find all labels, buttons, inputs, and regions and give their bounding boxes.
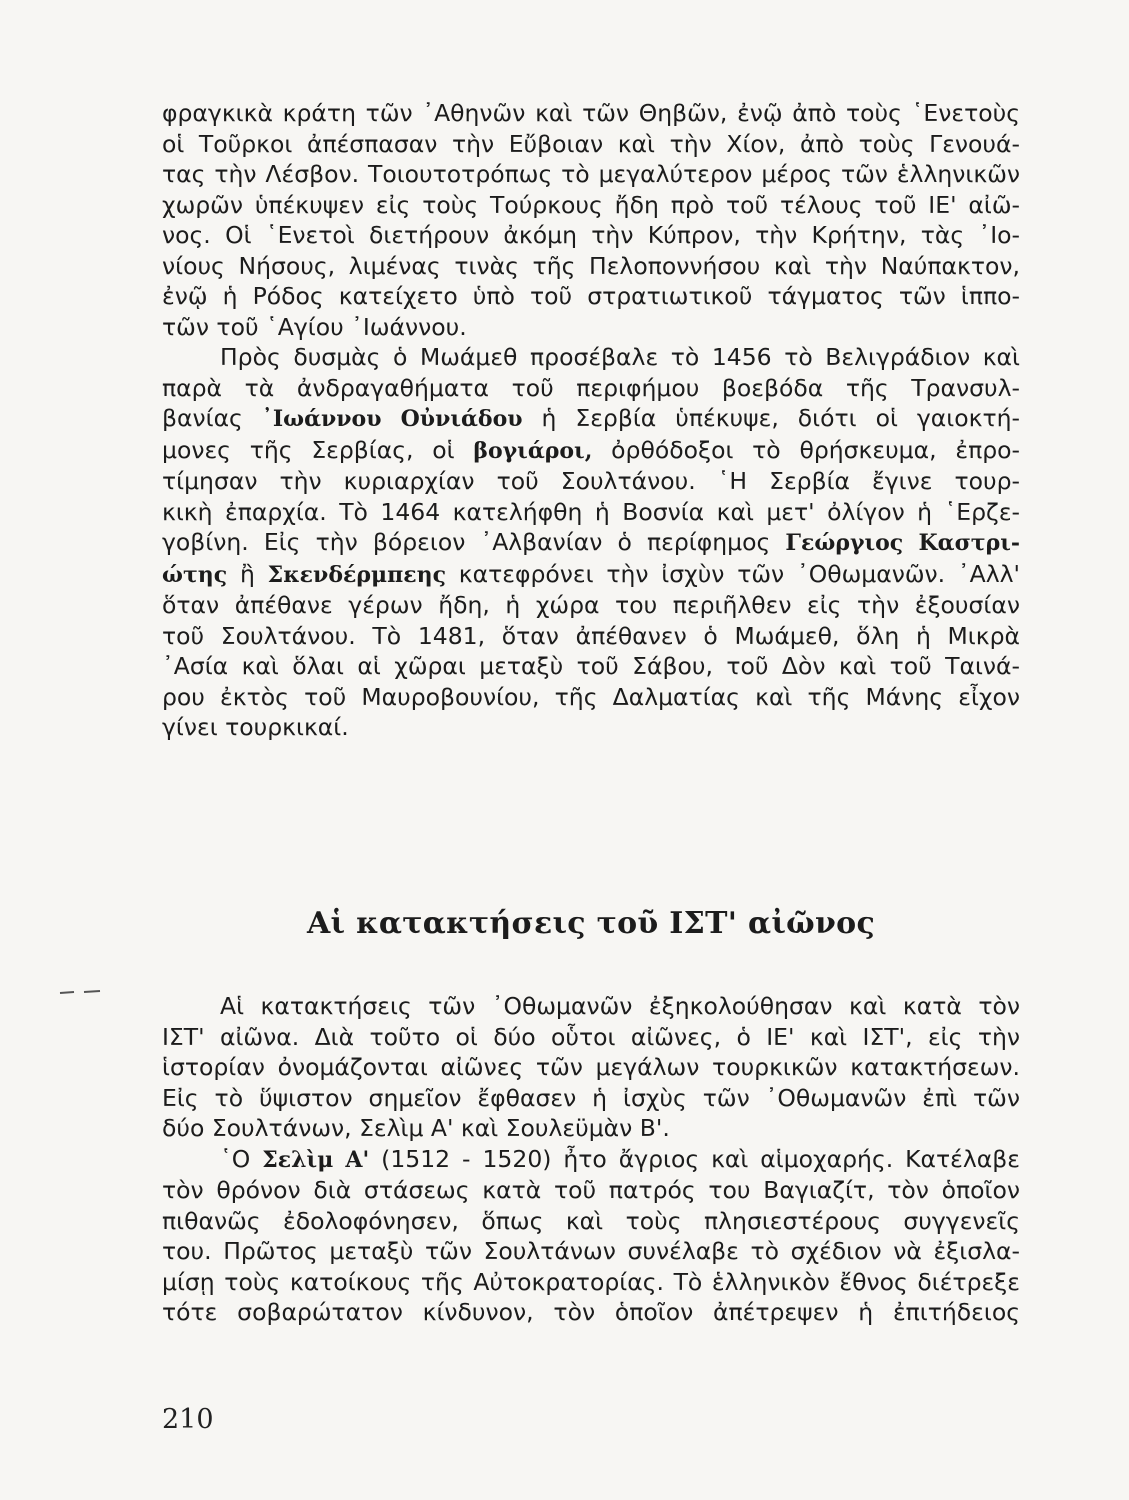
page-number: 210 <box>162 1404 214 1435</box>
text-line: ᾿Ασία καὶ ὅλαι αἱ χῶραι μεταξὺ τοῦ Σάβου, τοῦ Δὸν καὶ τοῦ Ταινά- <box>162 652 1020 680</box>
paragraph-4 <box>162 1144 1020 1328</box>
text-line: νος. Οἱ ῾Ενετοὶ διετήρουν ἀκόμη τὴν Κύπρον, τὴν Κρήτην, τὰς ᾿Ιο- <box>162 221 1020 249</box>
text-line: Πρὸς δυσμὰς ὁ Μωάμεθ προσέβαλε τὸ 1456 τὸ Βελιγράδιον καὶ <box>220 343 1020 371</box>
text-line: νίους Νήσους, λιμένας τινὰς τῆς Πελοποννήσου καὶ τὴν Ναύπακτον, <box>162 251 1020 280</box>
text-line: φραγκικὰ κράτη τῶν ᾿Αθηνῶν καὶ τῶν Θηβῶν, ἐνῷ ἀπὸ τοὺς ῾Ενετοὺς <box>162 99 1020 127</box>
text-line: οἱ Τοῦρκοι ἀπέσπασαν τὴν Εὔβοιαν καὶ τὴν Χίον, ἀπὸ τοὺς Γενουά- <box>162 129 1020 158</box>
text-line: τας τὴν Λέσβον. Τοιουτοτρόπως τὸ μεγαλύτερον μέρος τῶν ἑλληνικῶν <box>162 160 1020 188</box>
text-line <box>162 435 1020 467</box>
bold-name: Σελὶμ Α' <box>262 1146 370 1173</box>
text-line: μίσῃ τοὺς κατοίκους τῆς Αὐτοκρατορίας. Τὸ ἑλληνικὸν ἔθνος διέτρεξε <box>162 1267 1020 1296</box>
text-line <box>162 559 1020 591</box>
text-line: ὅταν ἀπέθανε γέρων ἤδη, ἡ χώρα του περιῆλθεν εἰς τὴν ἐξουσίαν <box>162 591 1020 619</box>
text-fragment: (1512 - 1520) ἦτο ἄγριος καὶ αἱμοχαρής. Κατέλαβε <box>381 1144 1020 1173</box>
text-line <box>162 403 1020 435</box>
text-fragment: κατεφρόνει τὴν ἰσχὺν τῶν ᾿Οθωμανῶν. ᾿Αλλ' <box>458 559 1020 588</box>
text-line: ἐνῷ ἡ Ρόδος κατείχετο ὑπὸ τοῦ στρατιωτικοῦ τάγματος τῶν ἱππο- <box>162 282 1020 310</box>
text-fragment: γοβίνη. Εἰς τὴν βόρειον ᾿Αλβανίαν ὁ περίφημος <box>162 528 771 556</box>
bold-term: βογιάροι, <box>473 437 593 464</box>
text-fragment: μονες τῆς Σερβίας, οἱ <box>162 435 455 464</box>
margin-dash-mark <box>58 984 102 1000</box>
text-line: τὸν θρόνον διὰ στάσεως κατὰ τοῦ πατρός του Βαγιαζίτ, τὸν ὁποῖον <box>162 1176 1020 1204</box>
text-line: Αἱ κατακτήσεις τῶν ᾿Οθωμανῶν ἐξηκολούθησαν καὶ κατὰ τὸν <box>220 992 1020 1020</box>
page <box>162 98 1020 1478</box>
text-line: τοῦ Σουλτάνου. Τὸ 1481, ὅταν ἀπέθανεν ὁ Μωάμεθ, ὅλη ἡ Μικρὰ <box>162 621 1020 650</box>
bold-name: Γεώργιος Καστρι- <box>785 530 1020 556</box>
paragraph-1 <box>162 98 1020 342</box>
bold-name: Σκενδέρμπεης <box>267 561 446 588</box>
text-line: χωρῶν ὑπέκυψεν εἰς τοὺς Τούρκους ἤδη πρὸ τοῦ τέλους τοῦ ΙΕ' αἰῶ- <box>162 190 1020 219</box>
text-line: τῶν τοῦ ῾Αγίου ᾿Ιωάννου. <box>162 312 467 341</box>
text-block-lower <box>162 991 1020 1328</box>
text-line: Εἰς τὸ ὕψιστον σημεῖον ἔφθασεν ἡ ἰσχὺς τῶν ᾿Οθωμανῶν ἐπὶ τῶν <box>162 1083 1020 1112</box>
text-line: δύο Σουλτάνων, Σελὶμ Α' καὶ Σουλεϋμὰν Β'. <box>162 1114 670 1142</box>
text-line: ρου ἐκτὸς τοῦ Μαυροβουνίου, τῆς Δαλματίας καὶ τῆς Μάνης εἶχον <box>162 682 1020 711</box>
text-block-upper <box>162 98 1020 743</box>
text-line: τίμησαν τὴν κυριαρχίαν τοῦ Σουλτάνου. ῾Η Σερβία ἔγινε τουρ- <box>162 467 1020 495</box>
text-line: γίνει τουρκικαί. <box>162 713 349 741</box>
text-line: πιθανῶς ἐδολοφόνησεν, ὅπως καὶ τοὺς πλησιεστέρους συγγενεῖς <box>162 1206 1020 1235</box>
text-line: του. Πρῶτος μεταξὺ τῶν Σουλτάνων συνέλαβε τὸ σχέδιον νὰ ἐξισλα- <box>162 1237 1020 1265</box>
text-line <box>162 527 1020 559</box>
bold-name: ώτης <box>162 561 228 588</box>
text-fragment: ἢ <box>239 559 255 588</box>
text-fragment: ἡ Σερβία ὑπέκυψε, διότι οἱ γαιοκτή- <box>541 404 1020 432</box>
section-heading: Αἱ κατακτήσεις τοῦ ΙΣΤ' αἰῶνος <box>306 906 876 941</box>
text-line <box>162 1144 1020 1176</box>
paragraph-3 <box>162 991 1020 1144</box>
paragraph-2 <box>162 342 1020 743</box>
text-line: ἱστορίαν ὀνομάζονται αἰῶνες τῶν μεγάλων τουρκικῶν κατακτήσεων. <box>162 1053 1020 1081</box>
text-fragment: ῾Ο <box>220 1144 251 1173</box>
text-fragment: ὀρθόδοξοι τὸ θρήσκευμα, ἐπρο- <box>611 435 1020 464</box>
text-line: τότε σοβαρώτατον κίνδυνον, τὸν ὁποῖον ἀπέτρεψεν ἡ ἐπιτήδειος <box>162 1298 1020 1326</box>
text-line: παρὰ τὰ ἀνδραγαθήματα τοῦ περιφήμου βοεβόδα τῆς Τρανσυλ- <box>162 373 1020 402</box>
text-fragment: βανίας <box>162 404 243 432</box>
text-line: κικὴ ἐπαρχία. Τὸ 1464 κατελήφθη ἡ Βοσνία καὶ μετ' ὀλίγον ἡ ῾Ερζε- <box>162 497 1020 526</box>
bold-name: ᾿Ιωάννου Οὐνιάδου <box>261 406 523 432</box>
text-line: ΙΣΤ' αἰῶνα. Διὰ τοῦτο οἱ δύο οὗτοι αἰῶνες, ὁ ΙΕ' καὶ ΙΣΤ', εἰς τὴν <box>162 1022 1020 1051</box>
